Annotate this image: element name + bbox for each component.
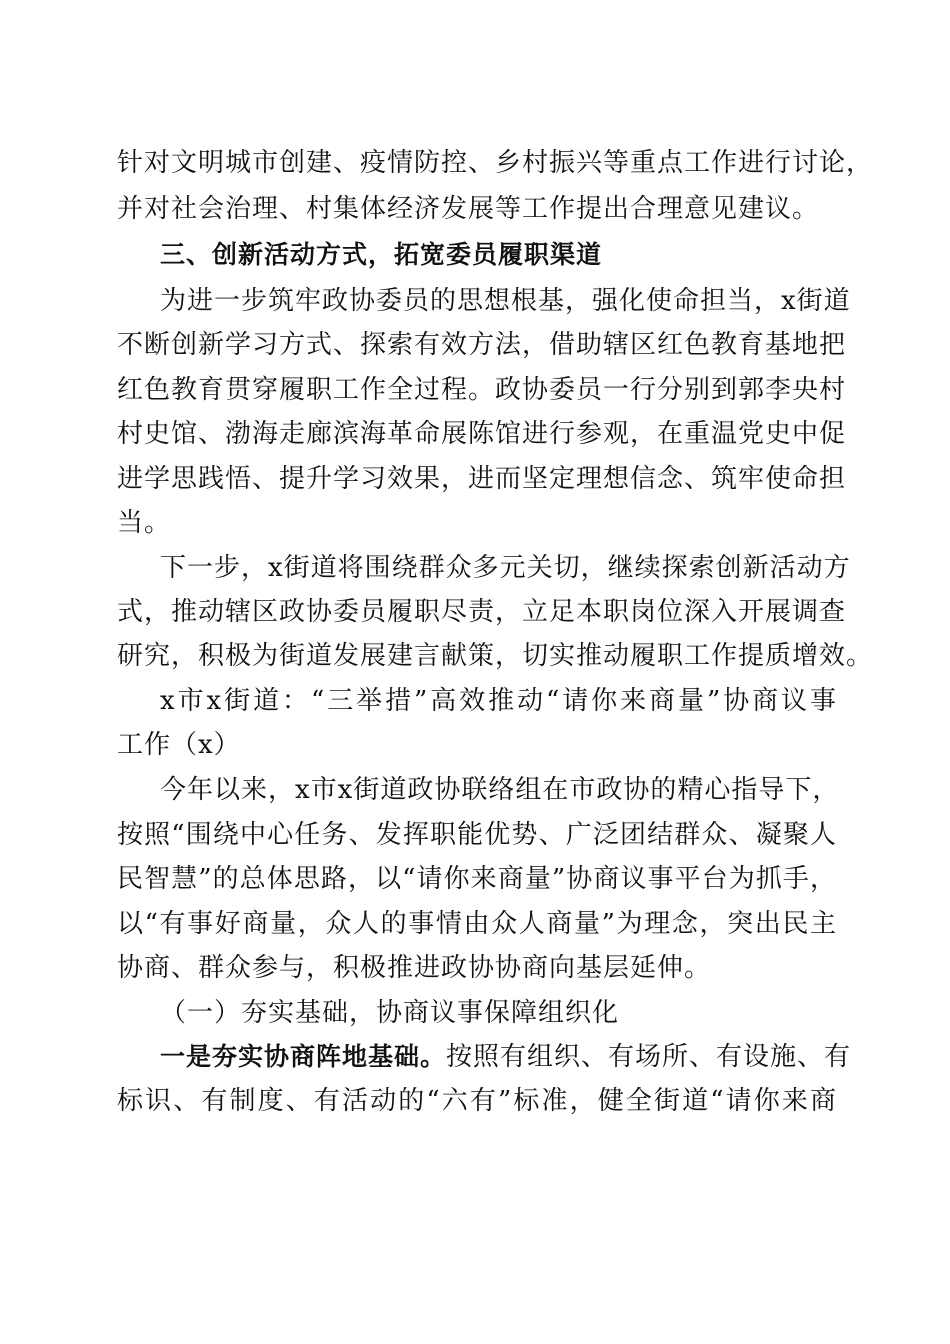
body-text: 按照有组织、有场所、有设施、有 (446, 1042, 852, 1072)
body-line: 村史馆、渤海走廊滨海革命展陈馆进行参观，在重温党史中促 (117, 419, 847, 449)
body-line: 标识、有制度、有活动的“六有”标准，健全街道“请你来商 (117, 1086, 837, 1116)
body-line: 当。 (117, 508, 172, 538)
body-line: 进学思践悟、提升学习效果，进而坚定理想信念、筑牢使命担 (117, 464, 847, 494)
body-line: 下一步，x街道将围绕群众多元关切，继续探索创新活动方 (160, 553, 851, 583)
body-line: 红色教育贯穿履职工作全过程。政协委员一行分别到郭李央村 (117, 375, 847, 405)
subsection-heading: （一）夯实基础，协商议事保障组织化 (160, 998, 620, 1028)
body-line: 式，推动辖区政协委员履职尽责，立足本职岗位深入开展调查 (117, 597, 847, 627)
body-line: 按照“围绕中心任务、发挥职能优势、广泛团结群众、凝聚人 (117, 820, 837, 850)
body-line (160, 1042, 852, 1072)
body-line: 不断创新学习方式、探索有效方法，借助辖区红色教育基地把 (117, 330, 847, 360)
body-line: 以“有事好商量，众人的事情由众人商量”为理念，突出民主 (117, 909, 837, 939)
body-line: 研究，积极为街道发展建言献策，切实推动履职工作提质增效。 (117, 641, 874, 671)
body-line: 针对文明城市创建、疫情防控、乡村振兴等重点工作进行讨论， (117, 148, 874, 178)
body-line: 并对社会治理、村集体经济发展等工作提出合理意见建议。 (117, 194, 820, 224)
article-title-line: 工作（x） (117, 730, 241, 760)
section-heading: 三、创新活动方式，拓宽委员履职渠道 (160, 240, 603, 269)
body-line: 民智慧”的总体思路，以“请你来商量”协商议事平台为抓手， (117, 864, 837, 894)
body-line: 今年以来，x市x街道政协联络组在市政协的精心指导下， (160, 775, 840, 805)
article-title-line: x市x街道：“三举措”高效推动“请你来商量”协商议事 (160, 686, 837, 716)
body-line: 协商、群众参与，积极推进政协协商向基层延伸。 (117, 953, 712, 983)
lead-phrase: 一是夯实协商阵地基础。 (160, 1042, 447, 1071)
body-line: 为进一步筑牢政协委员的思想根基，强化使命担当，x街道 (160, 286, 851, 316)
